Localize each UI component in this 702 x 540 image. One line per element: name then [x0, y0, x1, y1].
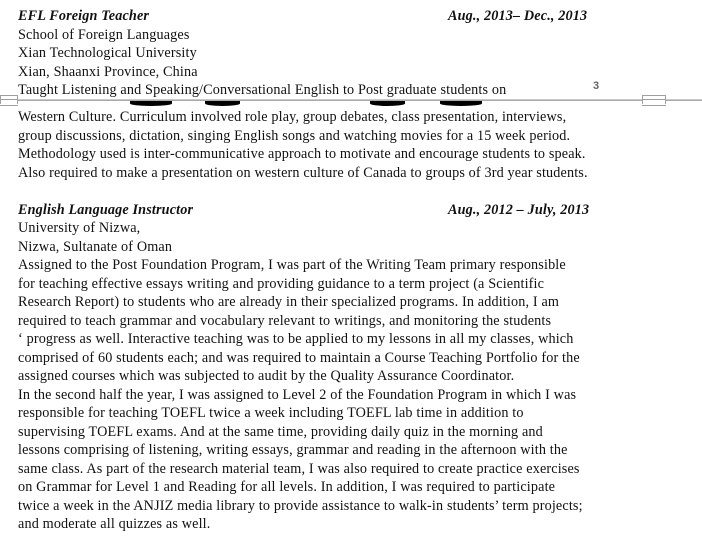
text-line: Xian, Shaanxi Province, China	[18, 63, 198, 80]
header-graphic-swoosh	[440, 101, 482, 106]
text-line: Xian Technological University	[18, 45, 197, 61]
text-line: Methodology used is inter-communicative approach to motivate and encourage students to speak.	[18, 146, 586, 162]
text-line: and moderate all quizzes as well.	[18, 516, 211, 532]
text-line: University of Nizwa,	[18, 220, 141, 236]
text-line: Western Culture. Curriculum involved role play, group debates, class presentation, interviews,	[18, 109, 567, 125]
text-line: for teaching effective essays writing and providing guidance to a term project (a Scientific	[18, 275, 545, 292]
page-4-top-section	[18, 108, 702, 534]
page-3-bottom-section	[18, 7, 702, 100]
text-line: School of Foreign Languages	[18, 26, 190, 43]
text-line: In the second half the year, I was assigned to Level 2 of the Foundation Program in which I was	[18, 386, 577, 403]
job-title: EFL Foreign Teacher	[18, 8, 150, 24]
text-line: group discussions, dictation, singing English songs and watching movies for a 15 week period.	[18, 127, 571, 144]
text-line: assigned courses which was subjected to audit by the Quality Assurance Coordinator.	[18, 368, 515, 384]
text-line: twice a week in the ANJIZ media library to provide assistance to walk-in students’ term projects;	[18, 497, 583, 514]
text-line: comprised of 60 students each; and was required to maintain a Course Teaching Portfolio for the	[18, 349, 580, 366]
text-line: supervising TOEFL exams. And at the same time, providing daily quiz in the morning and	[18, 423, 543, 440]
job-dates: Aug., 2012 – July, 2013	[448, 201, 590, 218]
job-dates: Aug., 2013– Dec., 2013	[448, 8, 588, 24]
text-line: ‘ progress as well. Interactive teaching was to be applied to my lessons in all my classes, which	[18, 331, 574, 347]
job-title-row-efl	[18, 7, 702, 26]
text-line: Research Report) to students who are already in their specialized programs. In addition, I am	[18, 294, 560, 310]
page-break-marker-left	[0, 95, 18, 104]
job-title-row-instructor	[18, 201, 702, 220]
text-line: required to teach grammar and vocabulary relevant to writings, and monitoring the students	[18, 312, 552, 329]
header-graphic-swoosh	[130, 101, 172, 106]
spacer	[18, 182, 702, 201]
page-number: 3	[593, 80, 600, 92]
header-graphic-swoosh	[370, 101, 405, 106]
text-line: Also required to make a presentation on western culture of Canada to groups of 3rd year students.	[18, 164, 588, 181]
text-line: Assigned to the Post Foundation Program, I was part of the Writing Team primary responsible	[18, 257, 566, 273]
text-line: Nizwa, Sultanate of Oman	[18, 238, 173, 255]
page-break-divider	[0, 99, 702, 101]
text-line: Taught Listening and Speaking/Conversational English to Post graduate students on	[18, 82, 507, 98]
text-line: responsible for teaching TOEFL twice a week including TOEFL lab time in addition to	[18, 405, 524, 421]
page-break-marker-right	[642, 95, 666, 104]
text-line: lessons comprising of listening, writing essays, grammar and reading in the afternoon with the	[18, 442, 568, 458]
text-line: on Grammar for Level 1 and Reading for all levels. In addition, I was required to participate	[18, 479, 556, 495]
text-line: same class. As part of the research material team, I was also required to create practice exercises	[18, 460, 580, 477]
header-graphic-swoosh	[205, 101, 240, 106]
job-title: English Language Instructor	[18, 201, 194, 218]
